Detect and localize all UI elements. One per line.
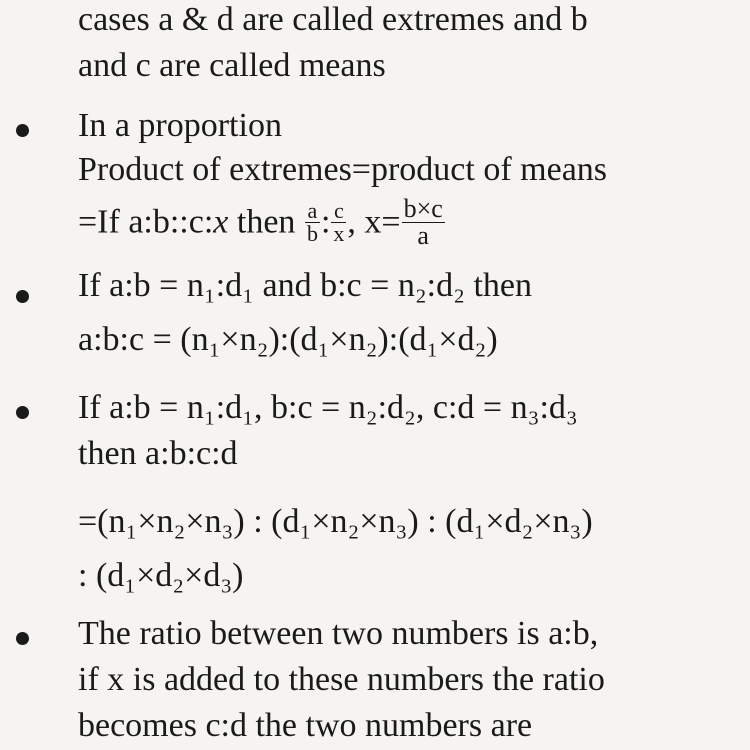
fraction [331, 200, 346, 245]
fraction [305, 200, 320, 245]
formula-variable: x [213, 203, 229, 241]
bullet-icon [16, 632, 29, 645]
text-line: and c are called means [78, 47, 386, 84]
text-line: Product of extremes=product of means [78, 151, 608, 188]
fraction-numerator: b×c [403, 194, 443, 223]
fraction [402, 196, 445, 249]
formula-text: then [228, 203, 304, 241]
formula-line [78, 194, 446, 251]
formula-colon: : [320, 203, 331, 241]
text-line: If a:b = n₁:d₁ and b:c = n₂:d₂ then [78, 267, 533, 304]
bullet-icon [16, 124, 29, 137]
text-line: If a:b = n₁:d₁, b:c = n₂:d₂, c:d = n₃:d₃ [78, 389, 578, 426]
text-line: a:b:c = (n₁×n₂):(d₁×n₂):(d₁×d₂) [78, 321, 498, 358]
fraction-denominator: x [333, 221, 345, 246]
text-line: becomes c:d the two numbers are [78, 707, 533, 744]
text-line: In a proportion [78, 107, 282, 144]
formula-text: , x= [347, 203, 401, 241]
text-line: if x is added to these numbers the ratio [78, 661, 605, 698]
bullet-icon [16, 406, 29, 419]
formula-text: =If a:b::c: [78, 203, 214, 241]
text-line: The ratio between two numbers is a:b, [78, 615, 599, 652]
fraction-numerator: a [305, 200, 320, 223]
fraction-numerator: c [331, 200, 346, 223]
text-line: : (d₁×d₂×d₃) [78, 557, 244, 594]
text-line: =(n₁×n₂×n₃) : (d₁×n₂×n₃) : (d₁×d₂×n₃) [78, 503, 593, 540]
fraction-denominator: a [417, 221, 429, 250]
text-line: then a:b:c:d [78, 435, 238, 472]
fraction-denominator: b [306, 221, 318, 246]
bullet-icon [16, 290, 29, 303]
text-line: cases a & d are called extremes and b [78, 1, 588, 38]
